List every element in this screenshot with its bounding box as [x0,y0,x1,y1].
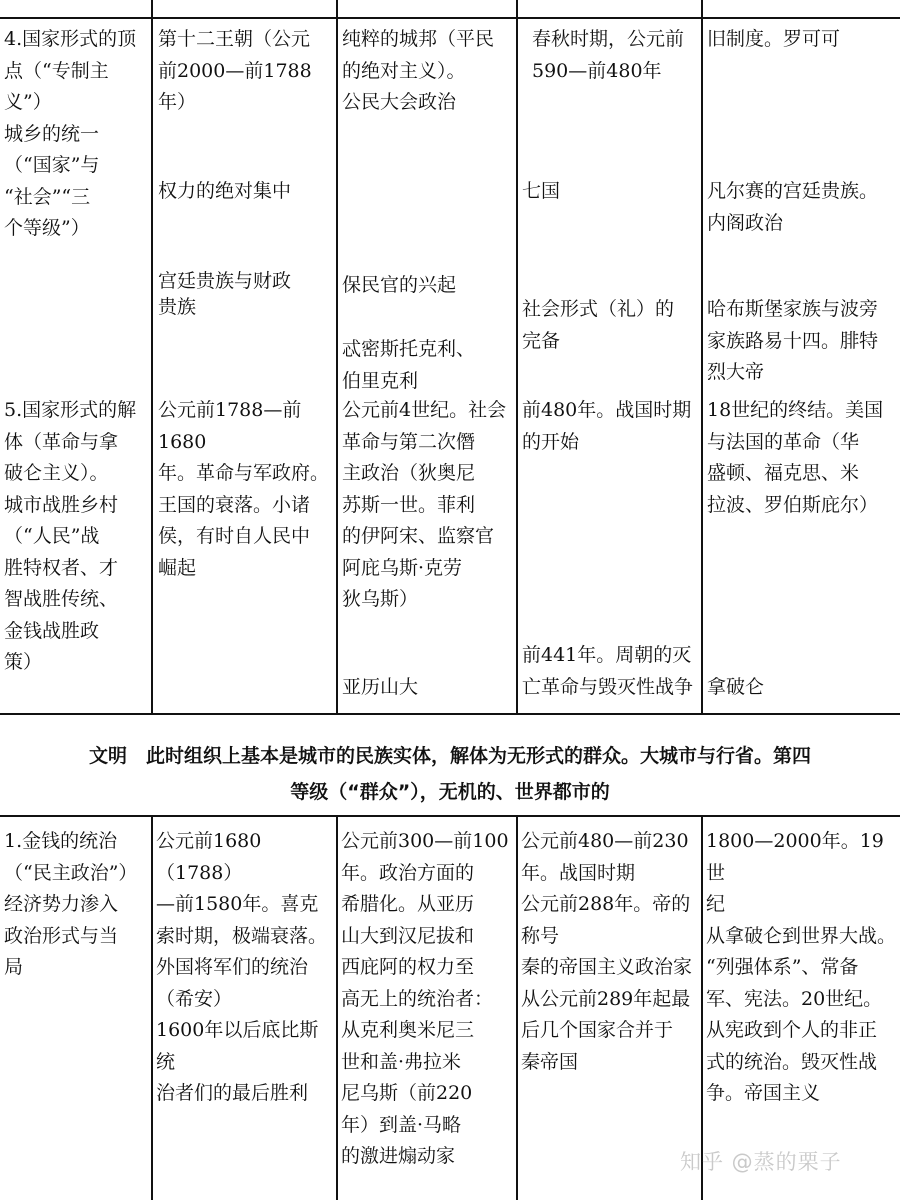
watermark: 知乎 @蒸的栗子 [680,1150,842,1174]
row4-egypt-dynasty: 第十二王朝（公元 前2000—前1788 年） [158,28,312,113]
money-rule-egypt: 公元前1680（1788） —前1580年。喜克 索时期，极端衰落。 外国将军们的统治 （希安） 1600年以后底比斯统 治者们的最后胜利 [156,830,328,1104]
column-divider [516,0,518,714]
row5-classical-alexander: 亚历山大 [342,676,419,698]
row5-china-warring-states: 前480年。战国时期 的开始 [522,399,692,453]
column-divider [701,0,703,714]
row4-west-versailles: 凡尔赛的宫廷贵族。 内阁政治 [707,180,879,234]
column-divider [151,816,153,1200]
row5-classical-tyranny: 公元前4世纪。社会 革命与第二次僭 主政治（狄奥尼 苏斯一世。菲利 的伊阿宋、监察官 阿庇乌斯·克劳 狄乌斯） [342,399,507,610]
column-divider [336,0,338,714]
row4-stage-cell: 4.国家形式的顶 点（“专制主 义”） 城乡的统一 （“国家”与 “社会”“三 个等级”） [4,28,137,239]
row4-classical-tribunes: 保民官的兴起 [342,274,457,296]
row5-stage-cell: 5.国家形式的解 体（革命与拿 破仑主义）。 城市战胜乡村 （“人民”战 胜特权者、才 智战胜传统、 金钱战胜政 策） [4,399,137,673]
row4-china-states: 七国 [522,180,561,202]
row5-west-napoleon: 拿破仑 [707,676,765,698]
column-divider [151,0,153,714]
row4-egypt-power: 权力的绝对集中 [158,180,292,202]
money-rule-classical: 公元前300—前100 年。政治方面的 希腊化。从亚历 山大到汉尼拔和 西庇阿的权力至 高无上的统治者： 从克利奥米尼三 世和盖·弗拉米 尼乌斯（前220 年）到盖·马略 的激进煽动家 [341,830,509,1167]
row4-china-rites: 社会形式（礼）的 完备 [522,298,675,352]
column-divider [516,816,518,1200]
row5-egypt-revolution: 公元前1788—前1680 年。革命与军政府。 王国的衰落。小诸 侯，有时自人民中 崛起 [158,399,330,579]
row4-classical-leaders: 忒密斯托克利、 伯里克利 [342,338,476,392]
row4-china-period: 春秋时期，公元前 590—前480年 [532,28,685,82]
column-divider [336,816,338,1200]
row4-west-dynasties: 哈布斯堡家族与波旁 家族路易十四。腓特 烈大帝 [707,298,879,383]
row4-classical-polis: 纯粹的城邦（平民 的绝对主义）。 公民大会政治 [342,28,495,113]
money-rule-china: 公元前480—前230 年。战国时期 公元前288年。帝的 称号 秦的帝国主义政治家 从公元前289年起最 后几个国家合并于 秦帝国 [521,830,693,1073]
money-rule-west: 1800—2000年。19世 纪 从拿破仑到世界大战。 “列强体系”、常备 军、宪法。20世纪。 从宪政到个人的非正 式的统治。毁灭性战 争。帝国主义 [706,830,897,1104]
top-rule [0,17,900,19]
civilization-heading: 文明 此时组织上基本是城市的民族实体，解体为无形式的群众。大城市与行省。第四 等级（“群众”），无机的、世界都市的 [88,745,811,803]
column-divider [701,816,703,1200]
row4-west-ancien-regime: 旧制度。罗可可 [707,28,841,50]
section2-top-rule [0,815,900,817]
section-bottom-rule [0,713,900,715]
money-rule-stage-cell: 1.金钱的统治 （“民主政治”） 经济势力渗入 政治形式与当 局 [4,830,138,978]
row4-egypt-nobility: 宫廷贵族与财政 贵族 [158,270,292,318]
row5-china-zhou-fall: 前441年。周朝的灭 亡革命与毁灭性战争 [522,644,694,698]
row5-west-revolutions: 18世纪的终结。美国 与法国的革命（华 盛顿、福克思、米 拉波、罗伯斯庇尔） [707,399,884,516]
